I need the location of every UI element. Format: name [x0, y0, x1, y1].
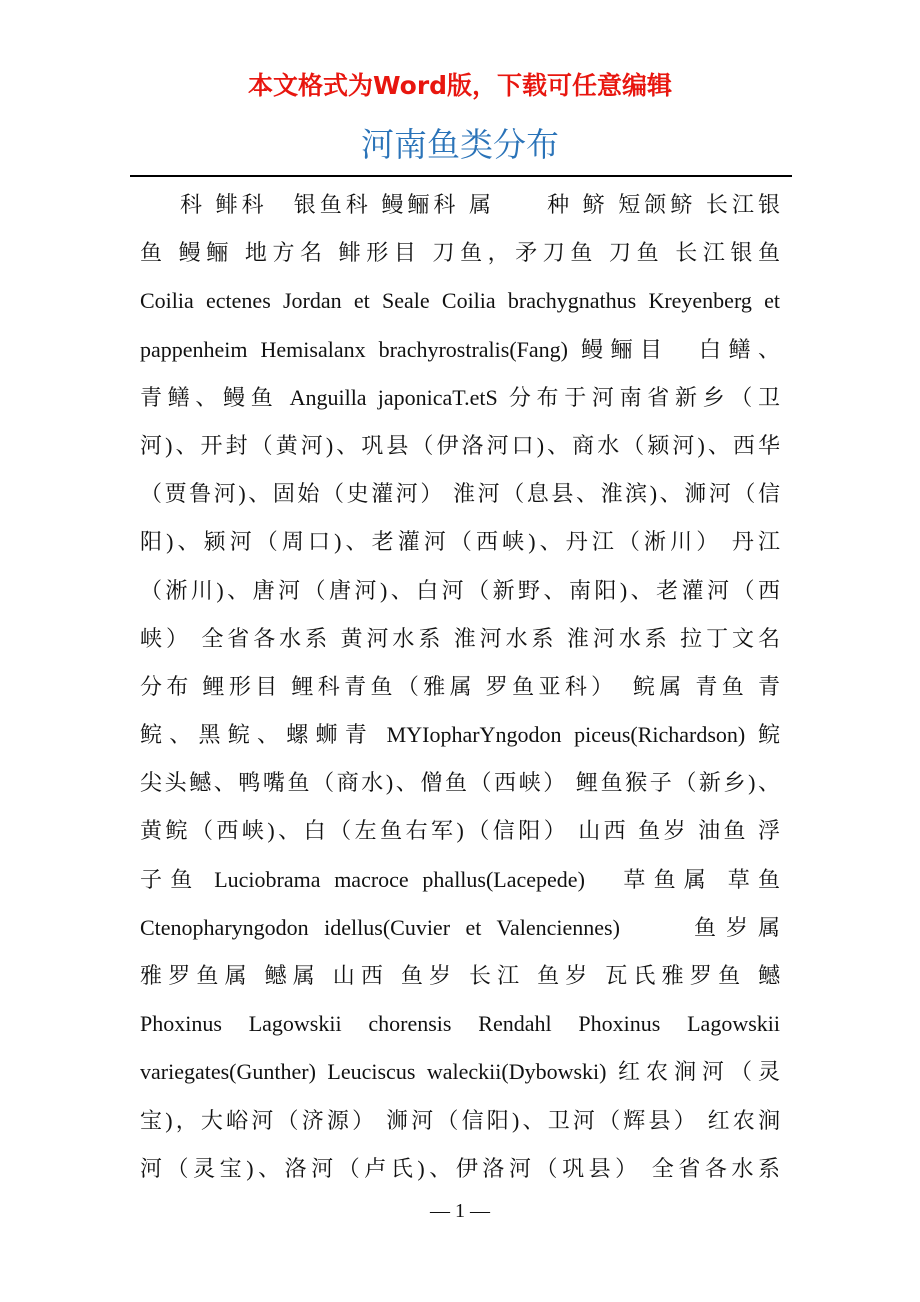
text-line: Coilia ectenes Jordan et Seale Coilia brachygnathus Kreyenberg et	[140, 288, 780, 314]
text-line: 河（灵宝)、洛河（卢氏)、伊洛河（巩县） 全省各水系	[140, 1155, 780, 1181]
text-line: 宝)，大峪河（济源） 浉河（信阳)、卫河（辉县） 红农涧	[140, 1107, 780, 1133]
text-line: 鲩、黑鲩、螺蛳青 MYIopharYngodon piceus(Richardson) 鲩	[140, 722, 780, 748]
text-line: 青鳝、鳗鱼 Anguilla japonicaT.etS 分布于河南省新乡（卫	[140, 384, 780, 410]
title-divider	[130, 175, 792, 177]
text-line: 科 鲱科 银鱼科 鳗鲡科 属 种 鲚 短颌鲚 长江银	[180, 192, 780, 217]
text-line: 雅罗鱼属 鳡属 山西 鱼岁 长江 鱼岁 瓦氏雅罗鱼 鳡	[140, 963, 780, 988]
text-line: 河)、开封（黄河)、巩县（伊洛河口)、商水（颍河)、西华	[140, 432, 780, 458]
text-line: 子鱼 Luciobrama macroce phallus(Lacepede) 草鱼属 草鱼	[140, 866, 780, 892]
page-number: — 1 —	[430, 1200, 490, 1222]
text-line: 阳)、颍河（周口)、老灌河（西峡)、丹江（淅川） 丹江	[140, 529, 780, 555]
text-line: variegates(Gunther) Leuciscus waleckii(Dybowski) 红农涧河（灵	[140, 1059, 780, 1085]
text-line: Phoxinus Lagowskii chorensis Rendahl Phoxinus Lagowskii	[140, 1011, 780, 1037]
text-line: Ctenopharyngodon idellus(Cuvier et Valenciennes) 鱼岁属	[140, 914, 780, 940]
text-line: 尖头鳡、鸭嘴鱼（商水)、僧鱼（西峡） 鲤鱼猴子（新乡)、	[140, 770, 780, 796]
body-paragraph	[140, 183, 780, 1195]
text-line: 分布 鲤形目 鲤科青鱼（雅属 罗鱼亚科） 鲩属 青鱼 青	[140, 673, 780, 699]
text-line: （贾鲁河)、固始（史灌河） 淮河（息县、淮滨)、浉河（信	[140, 481, 780, 507]
word-format-banner: 本文格式为Word版，下载可任意编辑	[247, 71, 673, 100]
text-line: （淅川)、唐河（唐河)、白河（新野、南阳)、老灌河（西	[140, 577, 780, 603]
text-line: pappenheim Hemisalanx brachyrostralis(Fang) 鳗鲡目 白鳝、	[140, 336, 780, 362]
text-line: 峡） 全省各水系 黄河水系 淮河水系 淮河水系 拉丁文名	[140, 625, 780, 651]
text-line: 黄鲩（西峡)、白（左鱼右军)（信阳） 山西 鱼岁 油鱼 浮	[140, 818, 780, 844]
document-title: 河南鱼类分布	[361, 125, 559, 164]
text-line: 鱼 鳗鲡 地方名 鲱形目 刀鱼，矛刀鱼 刀鱼 长江银鱼	[140, 240, 780, 266]
